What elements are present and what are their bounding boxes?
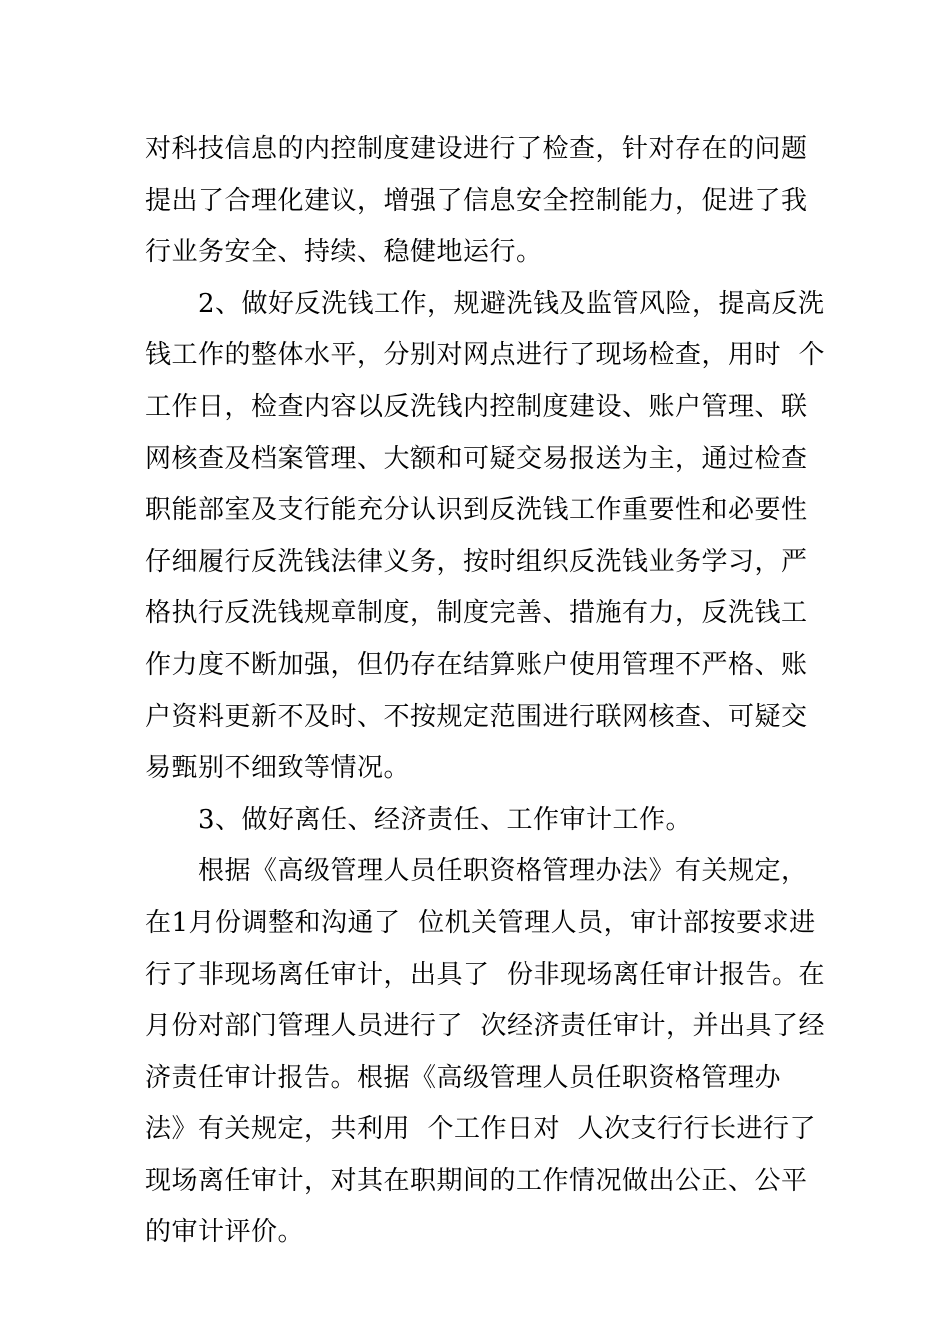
text-line: 仔细履行反洗钱法律义务，按时组织反洗钱业务学习，严	[145, 546, 808, 577]
text-line: 工作日，检查内容以反洗钱内控制度建设、账户管理、联	[145, 391, 808, 422]
text-line: 作力度不断加强，但仍存在结算账户使用管理不严格、账	[145, 649, 808, 680]
text-line: 2、做好反洗钱工作，规避洗钱及监管风险，提高反洗	[198, 288, 825, 319]
text-line: 行了非现场离任审计，出具了 份非现场离任审计报告。在	[145, 959, 826, 990]
text-line: 月份对部门管理人员进行了 次经济责任审计，并出具了经	[145, 1011, 826, 1042]
document-body	[145, 124, 826, 1259]
text-line: 济责任审计报告。根据《高级管理人员任职资格管理办	[145, 1062, 782, 1093]
text-line: 3、做好离任、经济责任、工作审计工作。	[198, 804, 693, 835]
text-line: 法》有关规定，共利用 个工作日对 人次支行行长进行了	[145, 1114, 817, 1145]
text-line: 的审计评价。	[145, 1217, 305, 1248]
text-line: 职能部室及支行能充分认识到反洗钱工作重要性和必要性	[145, 495, 808, 526]
text-line: 易甄别不细致等情况。	[145, 753, 411, 784]
text-line: 在1月份调整和沟通了 位机关管理人员，审计部按要求进	[145, 907, 816, 938]
text-line: 提出了合理化建议，增强了信息安全控制能力，促进了我	[145, 185, 808, 216]
text-line: 户资料更新不及时、不按规定范围进行联网核查、可疑交	[145, 701, 808, 732]
text-line: 钱工作的整体水平，分别对网点进行了现场检查，用时 个	[145, 340, 826, 371]
text-line: 行业务安全、持续、稳健地运行。	[145, 237, 543, 268]
text-line: 网核查及档案管理、大额和可疑交易报送为主，通过检查	[145, 443, 808, 474]
text-line: 根据《高级管理人员任职资格管理办法》有关规定，	[198, 856, 808, 887]
text-line: 现场离任审计，对其在职期间的工作情况做出公正、公平	[145, 1165, 808, 1196]
text-line: 格执行反洗钱规章制度，制度完善、措施有力，反洗钱工	[145, 598, 808, 629]
text-line: 对科技信息的内控制度建设进行了检查，针对存在的问题	[145, 134, 808, 164]
